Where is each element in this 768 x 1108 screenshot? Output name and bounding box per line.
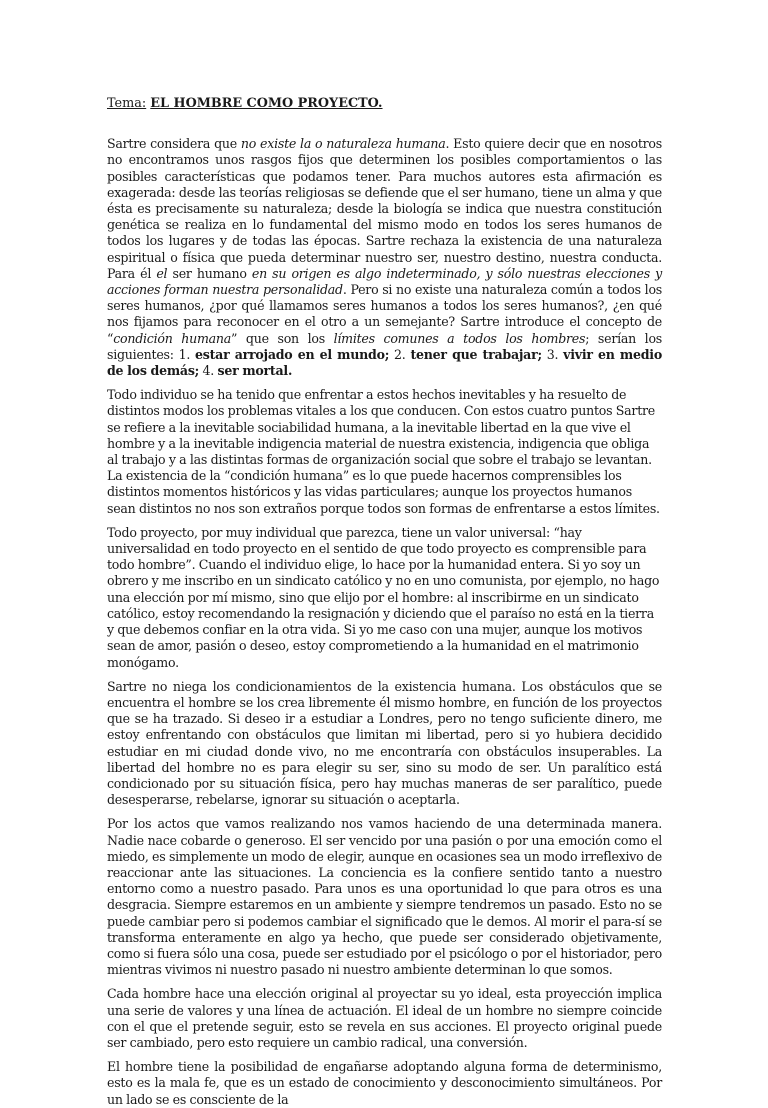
paragraph-proyecto-universal: Todo proyecto, por muy individual que parezca, tiene un valor universal: “hay universalidad en todo proyecto en el sentido de que todo proyecto es comprensible para todo hombre”. Cuando el individuo elige, lo hace por la humanidad entera. Si yo soy un obrero y me inscribo en un sindicato católico y no en uno comunista, por ejemplo, no hago una elección por mí mismo, sino que elijo por el hombre: al inscribirme en un sindicato católico, estoy recomendando la resignación y diciendo que el paraíso no está en la tierra y que debemos confiar en la otra vida. Si yo me caso con una mujer, aunque los motivos sean de amor, pasión o deseo, estoy comprometiendo a la humanidad en el matrimonio monógamo. (107, 524, 660, 670)
p1-bold-2: tener que trabajar; (410, 346, 542, 362)
p1-bold-3: vivir en medio de los demás; (107, 346, 662, 379)
paragraph-eleccion-original: Cada hombre hace una elección original al proyectar su yo ideal, esta proyección implica una serie de valores y una línea de actuación. El ideal de un hombre no siempre coincide con el que el pretende seguir, esto se revela en sus acciones. El proyecto original puede ser cambiado, pero esto requiere un cambio radical, una conversión. (107, 986, 662, 1050)
p1-text-1: Sartre considera que (107, 136, 241, 152)
paragraph-mala-fe: El hombre tiene la posibilidad de engañarse adoptando alguna forma de determinismo, esto es la mala fe, que es un estado de conocimiento y desconocimiento simultáneos. Por un lado se es consciente de la (107, 1059, 662, 1107)
paragraph-actos: Por los actos que vamos realizando nos vamos haciendo de una determinada manera. Nadie nace cobarde o generoso. El ser vencido por una pasión o por una emoción como el miedo, es simplemente un modo de elegir, aunque en ocasiones sea un modo irreflexivo de reaccionar ante las situaciones. La conciencia es la confiere sentido tanto a nuestro entorno como a nuestro pasado. Para unos es una oportunidad lo que para otros es una desgracia. Siempre estaremos en un ambiente y siempre tendremos un pasado. Esto no se puede cambiar pero si podemos cambiar el significado que le demos. Al morir el para-sí se transforma enteramente en algo ya hecho, que puede ser considerado objetivamente, como si fuera sólo una cosa, puede ser estudiado por el psicólogo o por el historiador, pero mientras vivimos ni nuestro pasado ni nuestro ambiente determinan lo que somos. (107, 816, 662, 978)
p1-text-6: ; serían los siguientes: 1. (107, 330, 662, 362)
p1-text-3: ser humano (167, 265, 252, 281)
p1-emphasis-3: en su origen es algo indeterminado, y sólo nuestras elecciones y acciones forman nuestra personalidad (107, 265, 662, 298)
p1-text-9: 4. (199, 363, 218, 379)
p1-emphasis-2: el (156, 265, 168, 281)
paragraph-condicion-humana: Todo individuo se ha tenido que enfrentar a estos hechos inevitables y ha resuelto de distintos modos los problemas vitales a los que conducen. Con estos cuatro puntos Sartre se refiere a la inevitable sociabilidad humana, a la inevitable libertad en la que vive el hombre y a la inevitable indigencia material de nuestra existencia, indigencia que obliga al trabajo y a las distintas formas de organización social que sobre el trabajo se levantan. La existencia de la “condición humana” es lo que puede hacernos comprensibles los distintos momentos históricos y las vidas particulares; aunque los proyectos humanos sean distintos no nos son extraños porque todos son formas de enfrentarse a estos límites. (107, 387, 660, 516)
p1-emphasis-5: límites comunes a todos los hombres (333, 330, 586, 346)
title-label: Tema: (107, 96, 147, 111)
p1-text-4: . Pero si no existe una naturaleza común a todos los seres humanos, ¿por qué llamamos seres humanos a todos los seres humanos?, ¿en qué nos fijamos para reconocer en el otro a un semejante? Sartre introduce el concepto de “ (107, 282, 662, 346)
p1-text-5: ” que son los (231, 330, 334, 346)
p1-emphasis-1: no existe la o naturaleza humana (240, 136, 446, 152)
paragraph-condicionamientos: Sartre no niega los condicionamientos de la existencia humana. Los obstáculos que se encuentra el hombre se los crea libremente él mismo hombre, en función de los proyectos que se ha trazado. Si deseo ir a estudiar a Londres, pero no tengo suficiente dinero, me estoy enfrentando con obstáculos que limitan mi libertad, pero si yo hubiera decidido estudiar en mi ciudad donde vivo, no me encontraría con obstáculos insuperables. La libertad del hombre no es para elegir su ser, sino su modo de ser. Un paralítico está condicionado por su situación física, pero hay muchas maneras de ser paralítico, puede desesperarse, rebelarse, ignorar su situación o aceptarla. (107, 678, 662, 808)
p1-emphasis-4: condición humana (113, 330, 232, 346)
document-title (107, 96, 662, 112)
p1-bold-1: estar arrojado en el mundo; (194, 346, 390, 362)
paragraph-naturaleza-humana (107, 136, 662, 379)
p1-text-2: . Esto quiere decir que en nosotros no encontramos unos rasgos fijos que determinen los posibles comportamientos o las posibles características que podamos tener. Para muchos autores esta afirmación es exagerada: desde las teorías religiosas se defiende que el ser humano, tiene un alma y que ésta es precisamente su naturaleza; desde la biología se indica que nuestra constitución genética se realiza en lo fundamental del mismo modo en todos los seres humanos de todos los lugares y de todas las épocas. Sartre rechaza la existencia de una naturaleza espiritual o física que pueda determinar nuestro ser, nuestro destino, nuestra conducta. Para él (107, 136, 662, 281)
p1-text-7: 2. (389, 346, 411, 362)
p1-bold-4: ser mortal. (217, 363, 293, 379)
p1-text-8: 3. (541, 346, 564, 362)
title-topic: EL HOMBRE COMO PROYECTO. (150, 96, 383, 111)
